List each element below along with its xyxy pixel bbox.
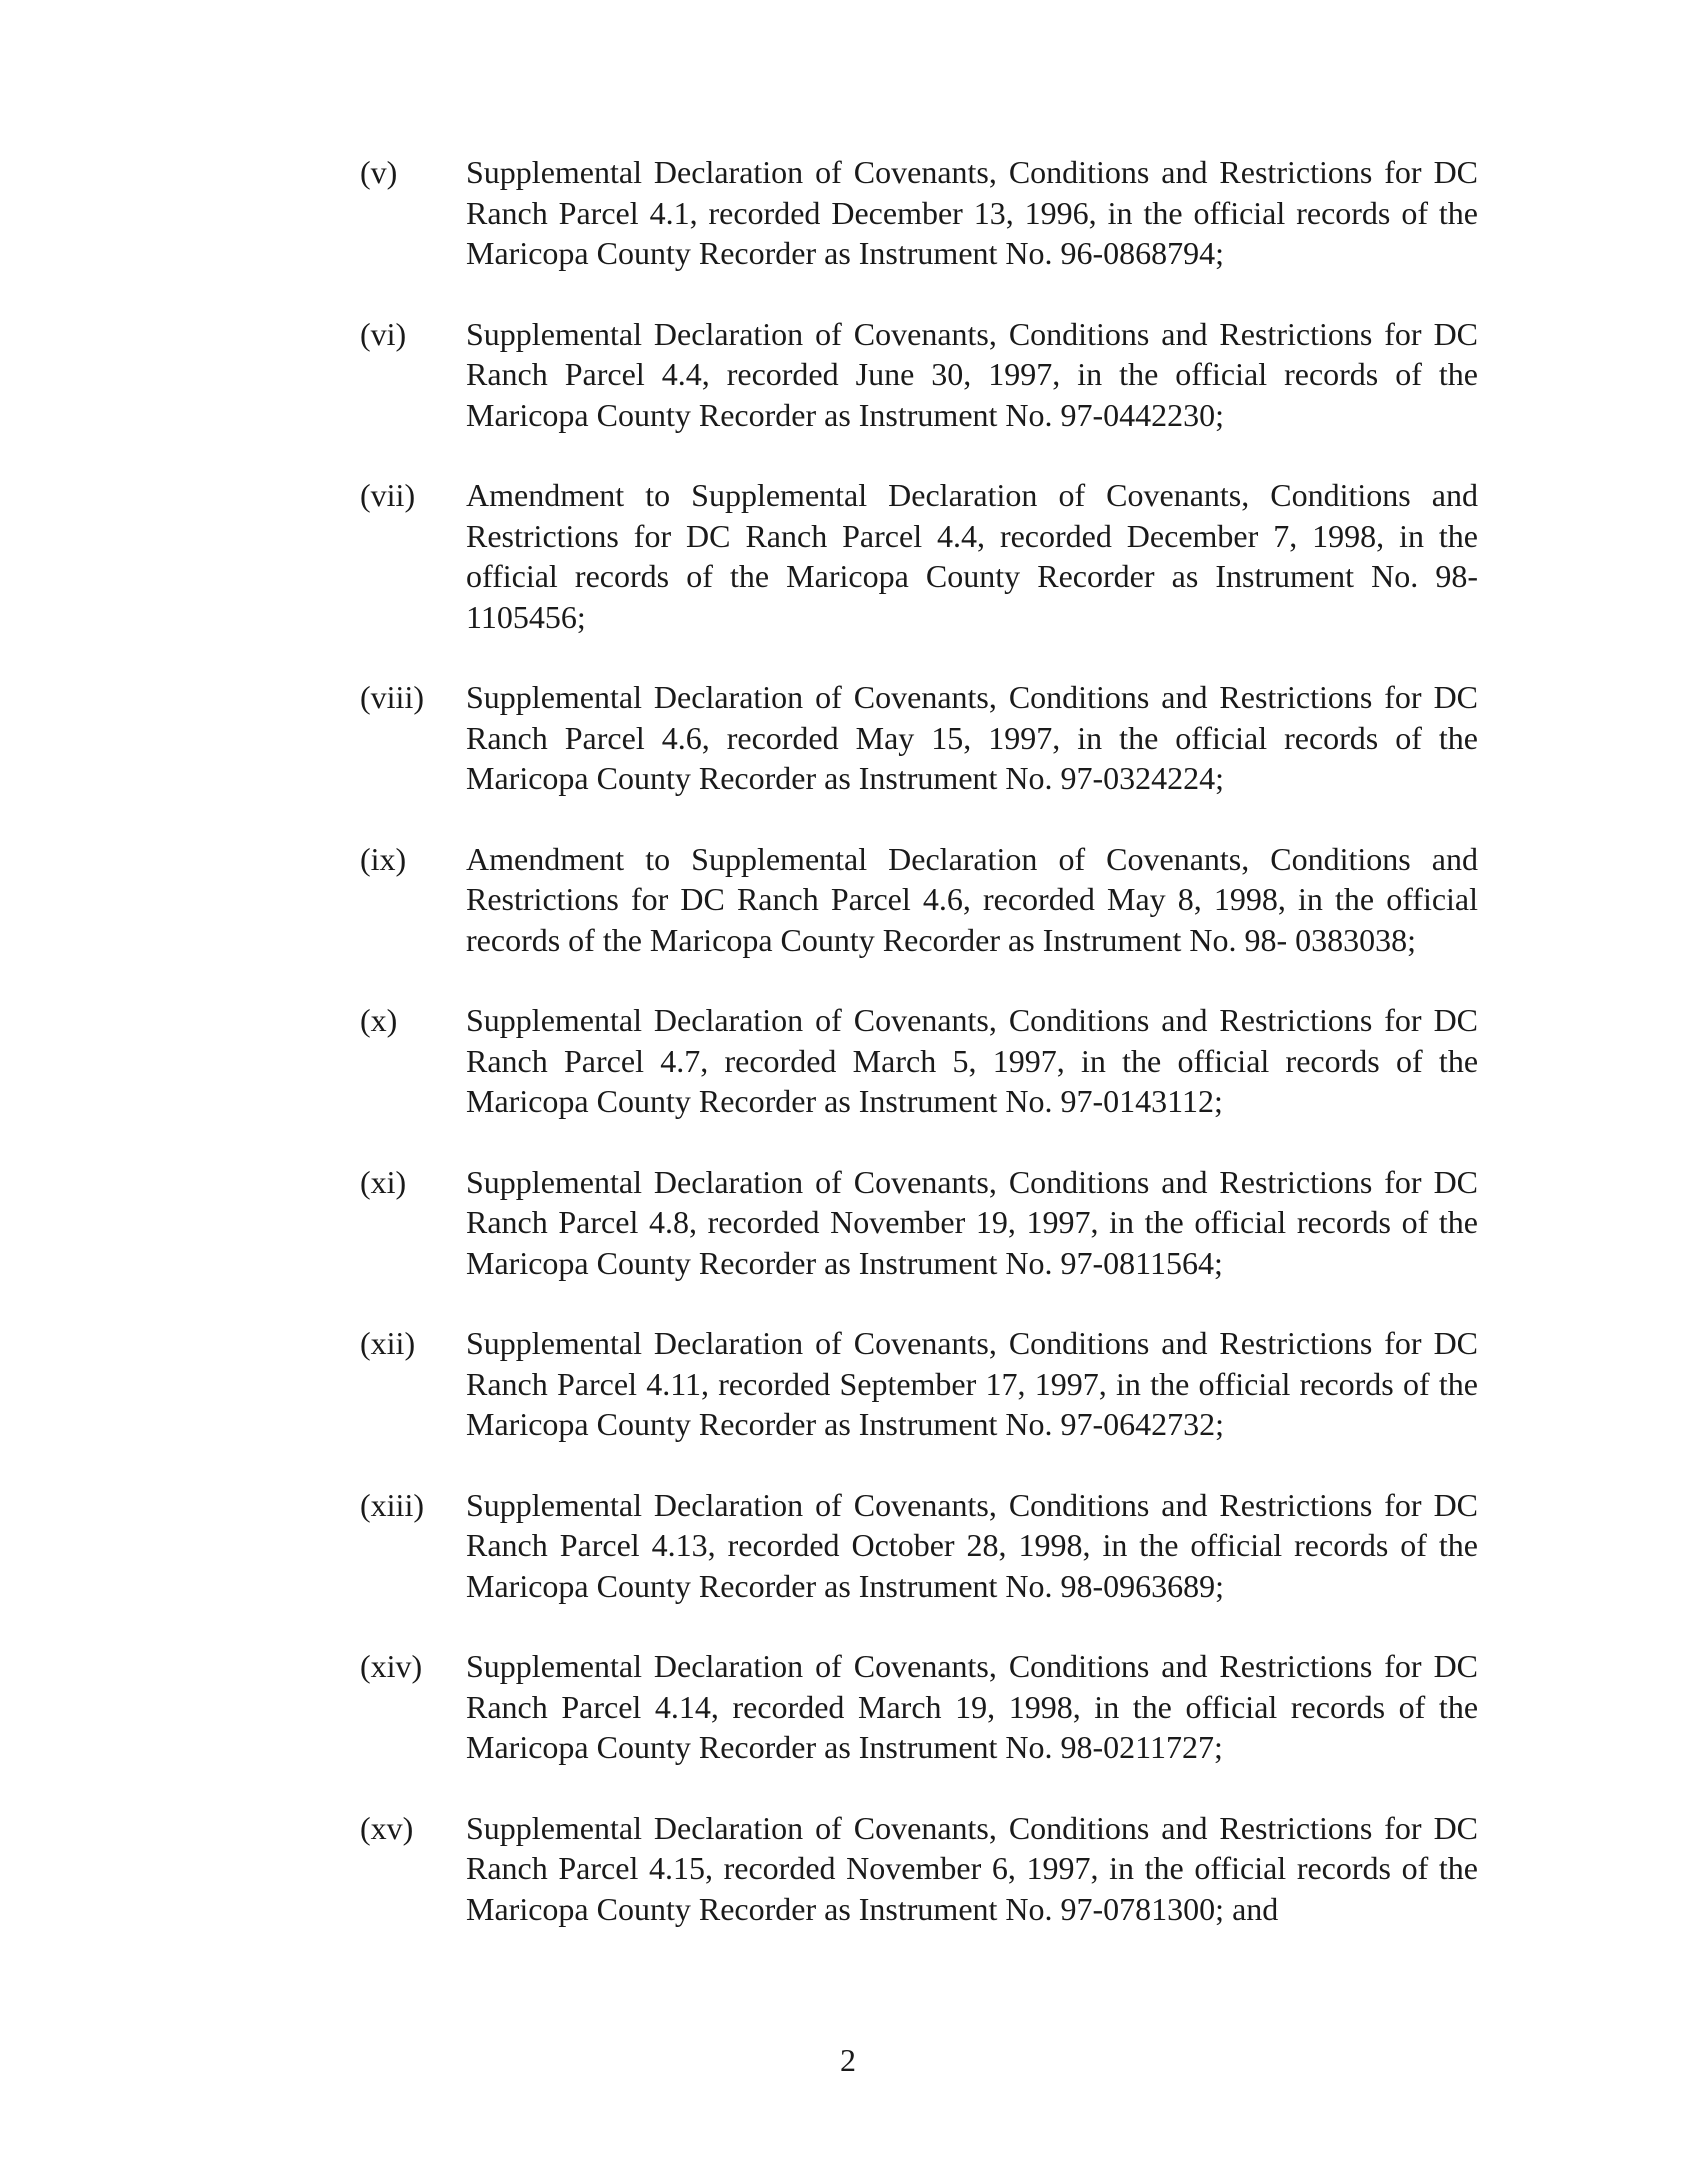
list-item	[360, 1000, 1480, 1122]
item-text: Amendment to Supplemental Declaration of Covenants, Conditions and Restrictions for DC Ranch Parcel 4.4, recorded December 7, 1998, in the official records of the Maricopa County Recorder as Instrument No. 98-1105456;	[466, 477, 1478, 635]
item-text: Supplemental Declaration of Covenants, Conditions and Restrictions for DC Ranch Parcel 4.4, recorded June 30, 1997, in the official records of the Maricopa County Recorder as Instrument No. 97-0442230;	[466, 315, 1479, 433]
list-item	[360, 677, 1480, 799]
item-number: (xii)	[360, 1325, 416, 1361]
item-number: (xiv)	[360, 1648, 423, 1684]
list-item	[360, 314, 1480, 436]
list-item	[360, 1485, 1480, 1607]
item-number: (v)	[360, 154, 398, 190]
item-number: (vi)	[360, 315, 407, 352]
list-item	[360, 839, 1480, 961]
list-item	[360, 1808, 1480, 1930]
page-number: 2	[840, 2042, 856, 2078]
recorded-instruments-list	[360, 152, 1480, 1969]
item-number: (vii)	[360, 477, 416, 513]
item-text: Amendment to Supplemental Declaration of Covenants, Conditions and Restrictions for DC Ranch Parcel 4.6, recorded May 8, 1998, in the official records of the Maricopa County Recorder as Instrument No. 98- 0383038;	[466, 840, 1479, 958]
item-text: Supplemental Declaration of Covenants, Conditions and Restrictions for DC Ranch Parcel 4.11, recorded September 17, 1997, in the official records of the Maricopa County Recorder as Instrument No. 97-0642732;	[466, 1325, 1479, 1442]
item-text: Supplemental Declaration of Covenants, Conditions and Restrictions for DC Ranch Parcel 4.6, recorded May 15, 1997, in the official records of the Maricopa County Recorder as Instrument No. 97-0324224;	[466, 679, 1479, 796]
item-number: (viii)	[360, 679, 424, 715]
item-number: (xv)	[360, 1809, 414, 1846]
list-item	[360, 475, 1480, 637]
item-text: Supplemental Declaration of Covenants, Conditions and Restrictions for DC Ranch Parcel 4.15, recorded November 6, 1997, in the official records of the Maricopa County Recorder as Instrument No. 97-0781300; and	[466, 1809, 1479, 1927]
item-number: (xi)	[360, 1163, 407, 1200]
list-item	[360, 1646, 1480, 1768]
list-item	[360, 1323, 1480, 1445]
item-text: Supplemental Declaration of Covenants, Conditions and Restrictions for DC Ranch Parcel 4.14, recorded March 19, 1998, in the official records of the Maricopa County Recorder as Instrument No. 98-0211727;	[466, 1648, 1479, 1765]
list-item	[360, 1162, 1480, 1284]
item-text: Supplemental Declaration of Covenants, Conditions and Restrictions for DC Ranch Parcel 4.1, recorded December 13, 1996, in the official records of the Maricopa County Recorder as Instrument No. 96-0868794;	[466, 154, 1479, 271]
item-number: (x)	[360, 1002, 398, 1038]
item-text: Supplemental Declaration of Covenants, Conditions and Restrictions for DC Ranch Parcel 4.7, recorded March 5, 1997, in the official records of the Maricopa County Recorder as Instrument No. 97-0143112;	[466, 1002, 1479, 1119]
item-text: Supplemental Declaration of Covenants, Conditions and Restrictions for DC Ranch Parcel 4.8, recorded November 19, 1997, in the official records of the Maricopa County Recorder as Instrument No. 97-0811564;	[466, 1163, 1479, 1281]
item-text: Supplemental Declaration of Covenants, Conditions and Restrictions for DC Ranch Parcel 4.13, recorded October 28, 1998, in the official records of the Maricopa County Recorder as Instrument No. 98-0963689;	[466, 1486, 1479, 1604]
item-number: (xiii)	[360, 1486, 424, 1523]
list-item	[360, 152, 1480, 274]
item-number: (ix)	[360, 840, 407, 877]
